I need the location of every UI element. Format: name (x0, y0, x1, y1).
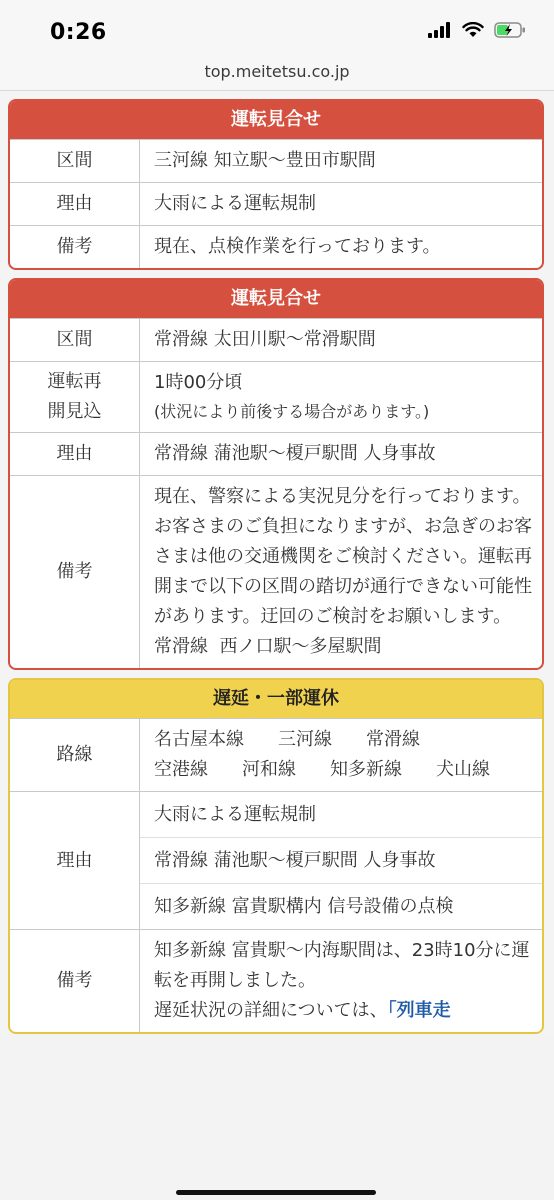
row-reason (10, 791, 542, 929)
status-card-1 (8, 99, 544, 270)
route-list (154, 725, 532, 785)
row-value: 常滑線 蒲池駅〜榎戸駅間 人身事故 (154, 443, 436, 464)
card-status-title: 運転見合せ (10, 101, 542, 139)
row-value: 大雨による運転規制 (154, 193, 316, 214)
row-label: 備考 (10, 476, 140, 668)
route-item: 名古屋本線 (154, 729, 244, 750)
row-value: 常滑線 太田川駅〜常滑駅間 (154, 329, 376, 350)
route-item: 常滑線 (366, 729, 420, 750)
row-label: 理由 (10, 433, 140, 475)
wifi-icon (462, 22, 484, 38)
status-icons (428, 22, 526, 38)
row-label: 理由 (10, 183, 140, 225)
row-value: 現在、点検作業を行っております。 (154, 236, 441, 257)
row-note (10, 225, 542, 268)
reason-list (140, 792, 542, 929)
row-value (140, 362, 542, 432)
note-text: 知多新線 富貴駅〜内海駅間は、23時10分に運転を再開しました。 (154, 940, 530, 991)
row-value (140, 719, 542, 791)
route-item: 空港線 (154, 759, 208, 780)
reason-item: 知多新線 富貴駅構内 信号設備の点検 (140, 883, 542, 929)
row-section (10, 139, 542, 182)
note-more (154, 996, 532, 1026)
resume-caveat: (状況により前後する場合があります。) (154, 402, 430, 421)
reason-item: 常滑線 蒲池駅〜榎戸駅間 人身事故 (140, 837, 542, 883)
row-label: 備考 (10, 930, 140, 1032)
status-card-2 (8, 278, 544, 670)
card-status-title: 遅延・一部運休 (10, 680, 542, 718)
home-indicator[interactable] (176, 1190, 376, 1195)
row-section (10, 318, 542, 361)
route-item: 三河線 (278, 729, 332, 750)
row-value (140, 476, 542, 668)
row-value (140, 930, 542, 1032)
page-content (0, 91, 554, 1034)
row-label: 区間 (10, 140, 140, 182)
url-text: top.meitetsu.co.jp (204, 62, 350, 81)
route-item: 河和線 (242, 759, 296, 780)
row-label: 区間 (10, 319, 140, 361)
row-note (10, 929, 542, 1032)
status-bar (0, 0, 554, 62)
battery-charging-icon (494, 22, 526, 38)
train-status-link[interactable]: 「列車走 (387, 1000, 451, 1021)
row-resume (10, 361, 542, 432)
row-label: 理由 (10, 792, 140, 929)
reason-item: 大雨による運転規制 (154, 804, 316, 825)
note-crossing-section: 常滑線 西ノ口駅〜多屋駅間 (154, 636, 382, 657)
card-status-title: 運転見合せ (10, 280, 542, 318)
status-card-3 (8, 678, 544, 1034)
route-item: 知多新線 (330, 759, 402, 780)
route-item: 犬山線 (436, 759, 490, 780)
row-reason (10, 182, 542, 225)
signal-icon (428, 22, 452, 38)
row-value: 三河線 知立駅〜豊田市駅間 (154, 150, 376, 171)
resume-time: 1時00分頃 (154, 372, 243, 393)
url-bar[interactable] (0, 62, 554, 90)
note-more-text: 遅延状況の詳細については、 (154, 1000, 388, 1021)
row-label: 路線 (10, 719, 140, 791)
row-note (10, 475, 542, 668)
row-reason (10, 432, 542, 475)
status-time: 0:26 (50, 20, 107, 45)
note-text: 現在、警察による実況見分を行っております。お客さまのご負担になりますが、お急ぎのお客さまは他の交通機関をご検討ください。運転再開まで以下の区間の踏切が通行できない可能性があります。迂回のご検討をお願いします。 (154, 486, 532, 627)
row-label: 運転再開見込 (10, 362, 140, 432)
row-label: 備考 (10, 226, 140, 268)
row-routes (10, 718, 542, 791)
